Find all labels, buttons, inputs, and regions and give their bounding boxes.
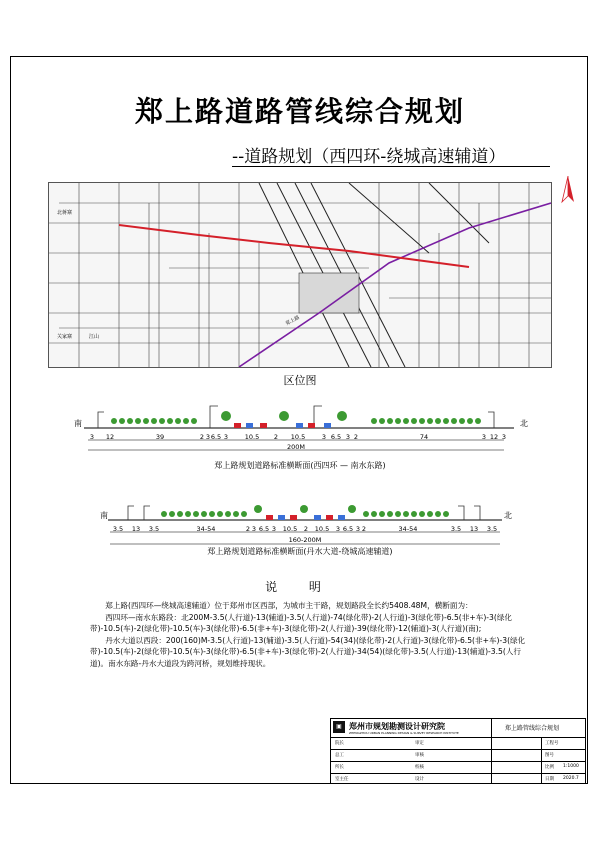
xs2-width-18: 3.5 (486, 525, 498, 533)
xs2-width-14: 2 (361, 525, 367, 533)
xs1-dir-left: 南 (74, 419, 82, 428)
xs1-width-5: 6.5 (210, 433, 222, 441)
xs1-width-16: 12 (489, 433, 499, 441)
xs2-total-width: 160-200M (288, 536, 322, 544)
page-subtitle: --道路规划（西四环-绕城高速辅道） (232, 147, 506, 167)
xs1-width-1: 12 (105, 433, 115, 441)
notes-paragraph-2: 西四环—南水东路段：北200M-3.5(人行道)-13(辅道)-3.5(人行道)-74(绿化带)-2(人行道)-3(绿化带)-6.5(非+车)-3(绿化带)-10.5(车)-2(绿化带)-10.5(车)-3(绿化带)-6.5(非+车)-3(绿化带)-2(人行道)-39(绿化带)-12(辅道)-3(人行道)(南); (90, 612, 513, 634)
xs1-width-7: 10.5 (244, 433, 260, 441)
xs2-width-13: 3 (355, 525, 361, 533)
xs2-width-17: 13 (469, 525, 479, 533)
xs2-width-7: 3 (271, 525, 277, 533)
cross-section-1 (84, 396, 514, 458)
tb-label-3: 室主任 (335, 777, 349, 782)
xs2-width-16: 3.5 (450, 525, 462, 533)
map-place-3: 江山 (89, 334, 100, 340)
title-block-divider-2 (541, 737, 542, 784)
xs1-width-4: 3 (205, 433, 211, 441)
tb-label-8: 工程号 (545, 741, 559, 746)
tb-label-10: 比例 (545, 765, 554, 770)
institute-name-en: ZHENGZHOU URBAN PLANNING DESIGN & SURVEY RESEARCH INSTITUTE (349, 731, 459, 735)
notes-paragraph-3: 丹水大道以西段：200(160)M-3.5(人行道)-13(辅道)-3.5(人行道)-54(34)(绿化带)-2(人行道)-3(绿化带)-6.5(非+车)-3(绿化带)-10.5(车)-2(绿化带)-10.5(车)-3(绿化带)-6.5(非+车)-3(绿化带)-2(人行道)-34(54)(绿化带)-3.5(人行道)-13(辅道)-3.5(人行道)。南水东路-丹水大道段为跨河桥，规划维持现状。 (90, 635, 526, 668)
notes-body (90, 600, 530, 670)
xs1-width-11: 6.5 (330, 433, 342, 441)
xs2-width-10: 10.5 (314, 525, 330, 533)
xs1-width-12: 3 (345, 433, 351, 441)
title-block-rule-4 (331, 773, 586, 774)
xs1-width-8: 2 (273, 433, 279, 441)
xs2-dir-left: 南 (100, 511, 108, 520)
notes-heading: 说 明 (265, 580, 335, 594)
xs2-width-4: 2 (245, 525, 251, 533)
xs2-width-15: 34-54 (398, 525, 418, 533)
tb-label-1: 总工 (335, 753, 344, 758)
page-title: 郑上路道路管线综合规划 (134, 95, 465, 128)
xs2-width-9: 2 (303, 525, 309, 533)
xs2-width-5: 3 (251, 525, 257, 533)
tb-label-6: 校核 (415, 765, 424, 770)
xs1-width-2: 39 (155, 433, 165, 441)
xs2-width-8: 10.5 (282, 525, 298, 533)
xs2-width-6: 6.5 (258, 525, 270, 533)
notes-paragraph-1: 郑上路(西四环—绕城高速辅道）位于郑州市区西部，为城市主干路，规划路段全长约5408.48M，横断面为： (105, 601, 473, 610)
xs1-total-width: 200M (286, 443, 306, 451)
tb-label-0: 院长 (335, 741, 344, 746)
xs2-caption: 郑上路规划道路标准横断面(丹水大道-绕城高速辅道) (207, 547, 393, 556)
xs1-width-3: 2 (199, 433, 205, 441)
xs2-width-1: 13 (131, 525, 141, 533)
xs2-width-11: 3 (335, 525, 341, 533)
xs1-width-13: 2 (353, 433, 359, 441)
title-block (330, 718, 586, 784)
tb-date-value: 2020.7 (563, 776, 579, 781)
xs1-width-6: 3 (223, 433, 229, 441)
tb-label-4: 审定 (415, 741, 424, 746)
subtitle-underline (232, 166, 550, 167)
title-block-rule-2 (331, 749, 586, 750)
tb-label-9: 图号 (545, 753, 554, 758)
xs2-width-2: 3.5 (148, 525, 160, 533)
map-place-1: 北蒋寨 (57, 210, 73, 216)
map-road-label: 郑上路 (284, 314, 301, 328)
xs1-width-9: 10.5 (290, 433, 306, 441)
xs2-width-12: 6.5 (342, 525, 354, 533)
tb-scale-value: 1:1000 (563, 764, 579, 769)
cross-section-2 (108, 492, 502, 554)
drawing-title: 郑上路管线综合规划 (505, 725, 560, 732)
tb-label-5: 审核 (415, 753, 424, 758)
tb-label-2: 所长 (335, 765, 344, 770)
xs2-width-3: 34-54 (196, 525, 216, 533)
xs2-dir-right: 北 (504, 511, 512, 520)
title-block-rule-1 (331, 737, 586, 738)
location-map (48, 182, 552, 368)
map-svg (49, 183, 551, 367)
tb-label-7: 设计 (415, 777, 424, 782)
xs2-width-0: 3.5 (112, 525, 124, 533)
tb-label-11: 日期 (545, 777, 554, 782)
title-block-rule-3 (331, 761, 586, 762)
map-place-2: 关家寨 (57, 334, 73, 340)
location-map-caption: 区位图 (283, 374, 317, 387)
xs1-width-15: 3 (481, 433, 487, 441)
institute-name: 郑州市规划勘测设计研究院 (349, 722, 445, 731)
xs1-width-0: 3 (89, 433, 95, 441)
xs1-width-14: 74 (419, 433, 429, 441)
xs1-width-17: 3 (501, 433, 507, 441)
north-arrow-icon (560, 176, 576, 206)
xs1-dir-right: 北 (520, 419, 528, 428)
xs1-width-10: 3 (321, 433, 327, 441)
title-block-divider (491, 719, 492, 784)
institute-logo: ▣ (333, 721, 345, 733)
xs1-caption: 郑上路规划道路标准横断面(西四环 — 南水东路) (214, 461, 386, 470)
